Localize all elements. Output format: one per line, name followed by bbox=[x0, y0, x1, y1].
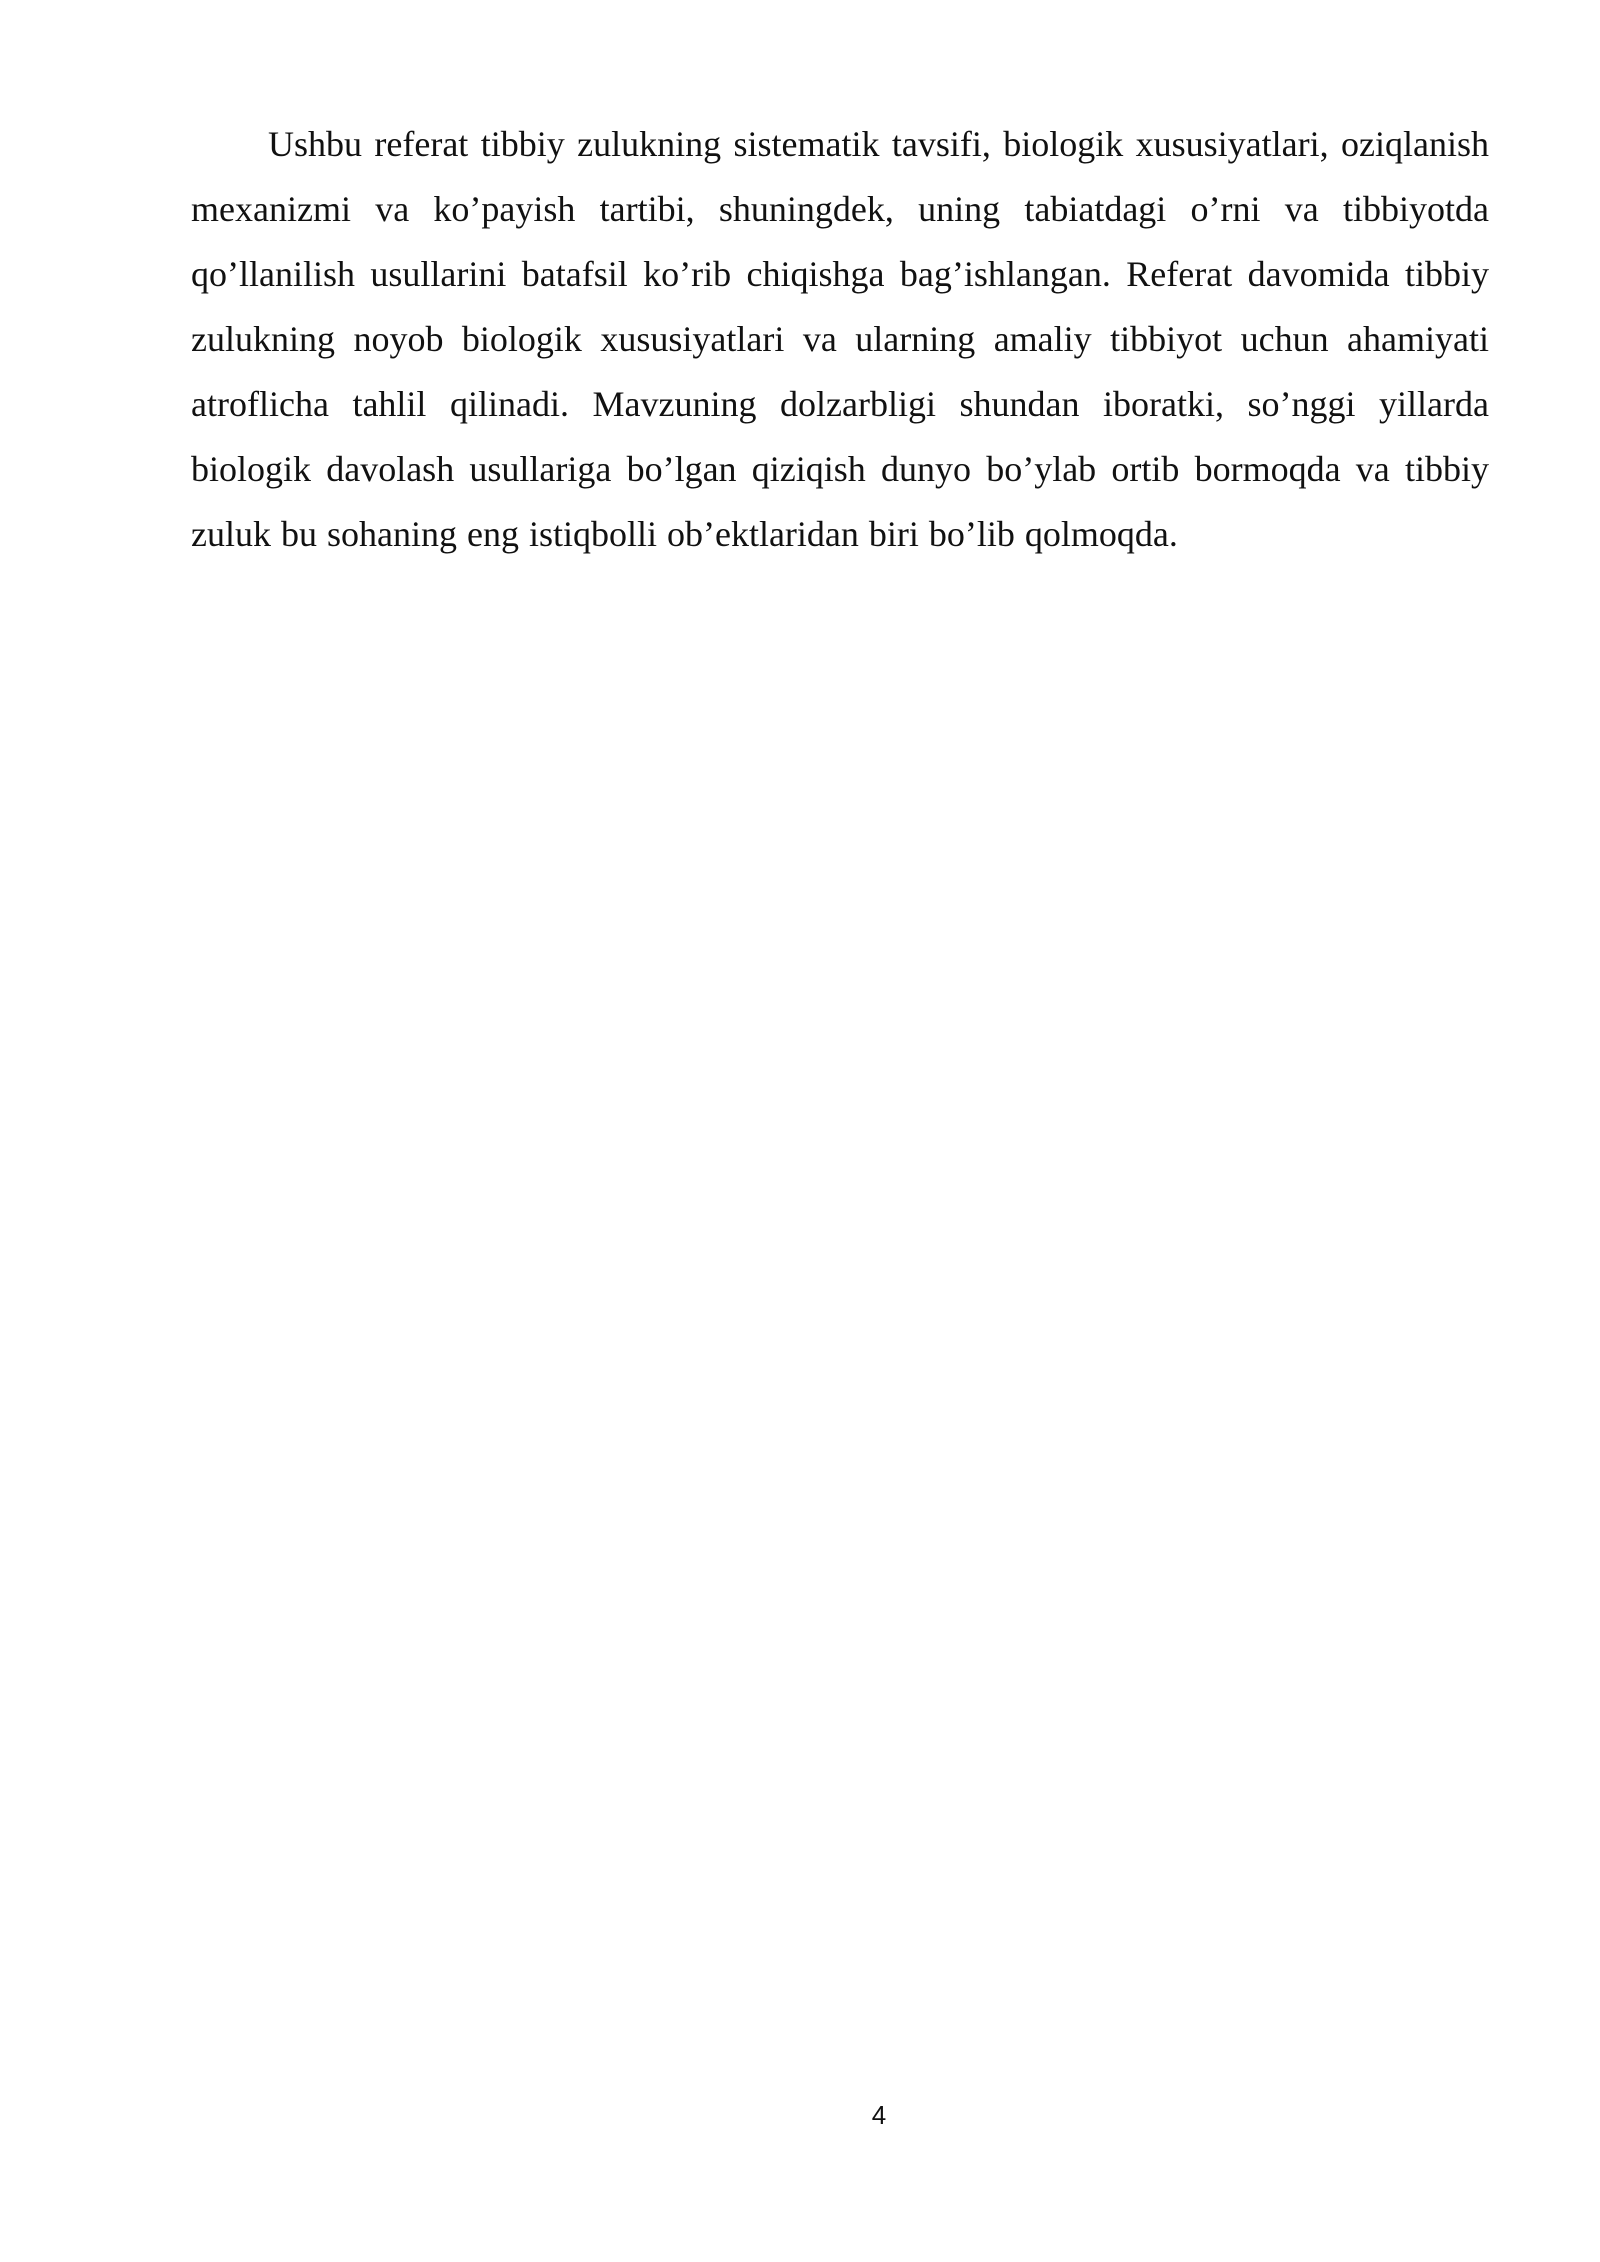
body-paragraph: Ushbu referat tibbiy zulukning sistematik tavsifi, biologik xususiyatlari, oziqlanish mexanizmi va ko’payish tartibi, shuningdek, uning tabiatdagi o’rni va tibbiyotda qo’llanilish usullarini batafsil ko’rib chiqishga bag’ishlangan. Referat davomida tibbiy zulukning noyob biologik xususiyatlari va ularning amaliy tibbiyot uchun ahamiyati atroflicha tahlil qilinadi. Mavzuning dolzarbligi shundan iboratki, so’nggi yillarda biologik davolash usullariga bo’lgan qiziqish dunyo bo’ylab ortib bormoqda va tibbiy zuluk bu sohaning eng istiqbolli ob’ektlaridan biri bo’lib qolmoqda. bbox=[191, 124, 1489, 554]
page-number: 4 bbox=[871, 2100, 887, 2130]
